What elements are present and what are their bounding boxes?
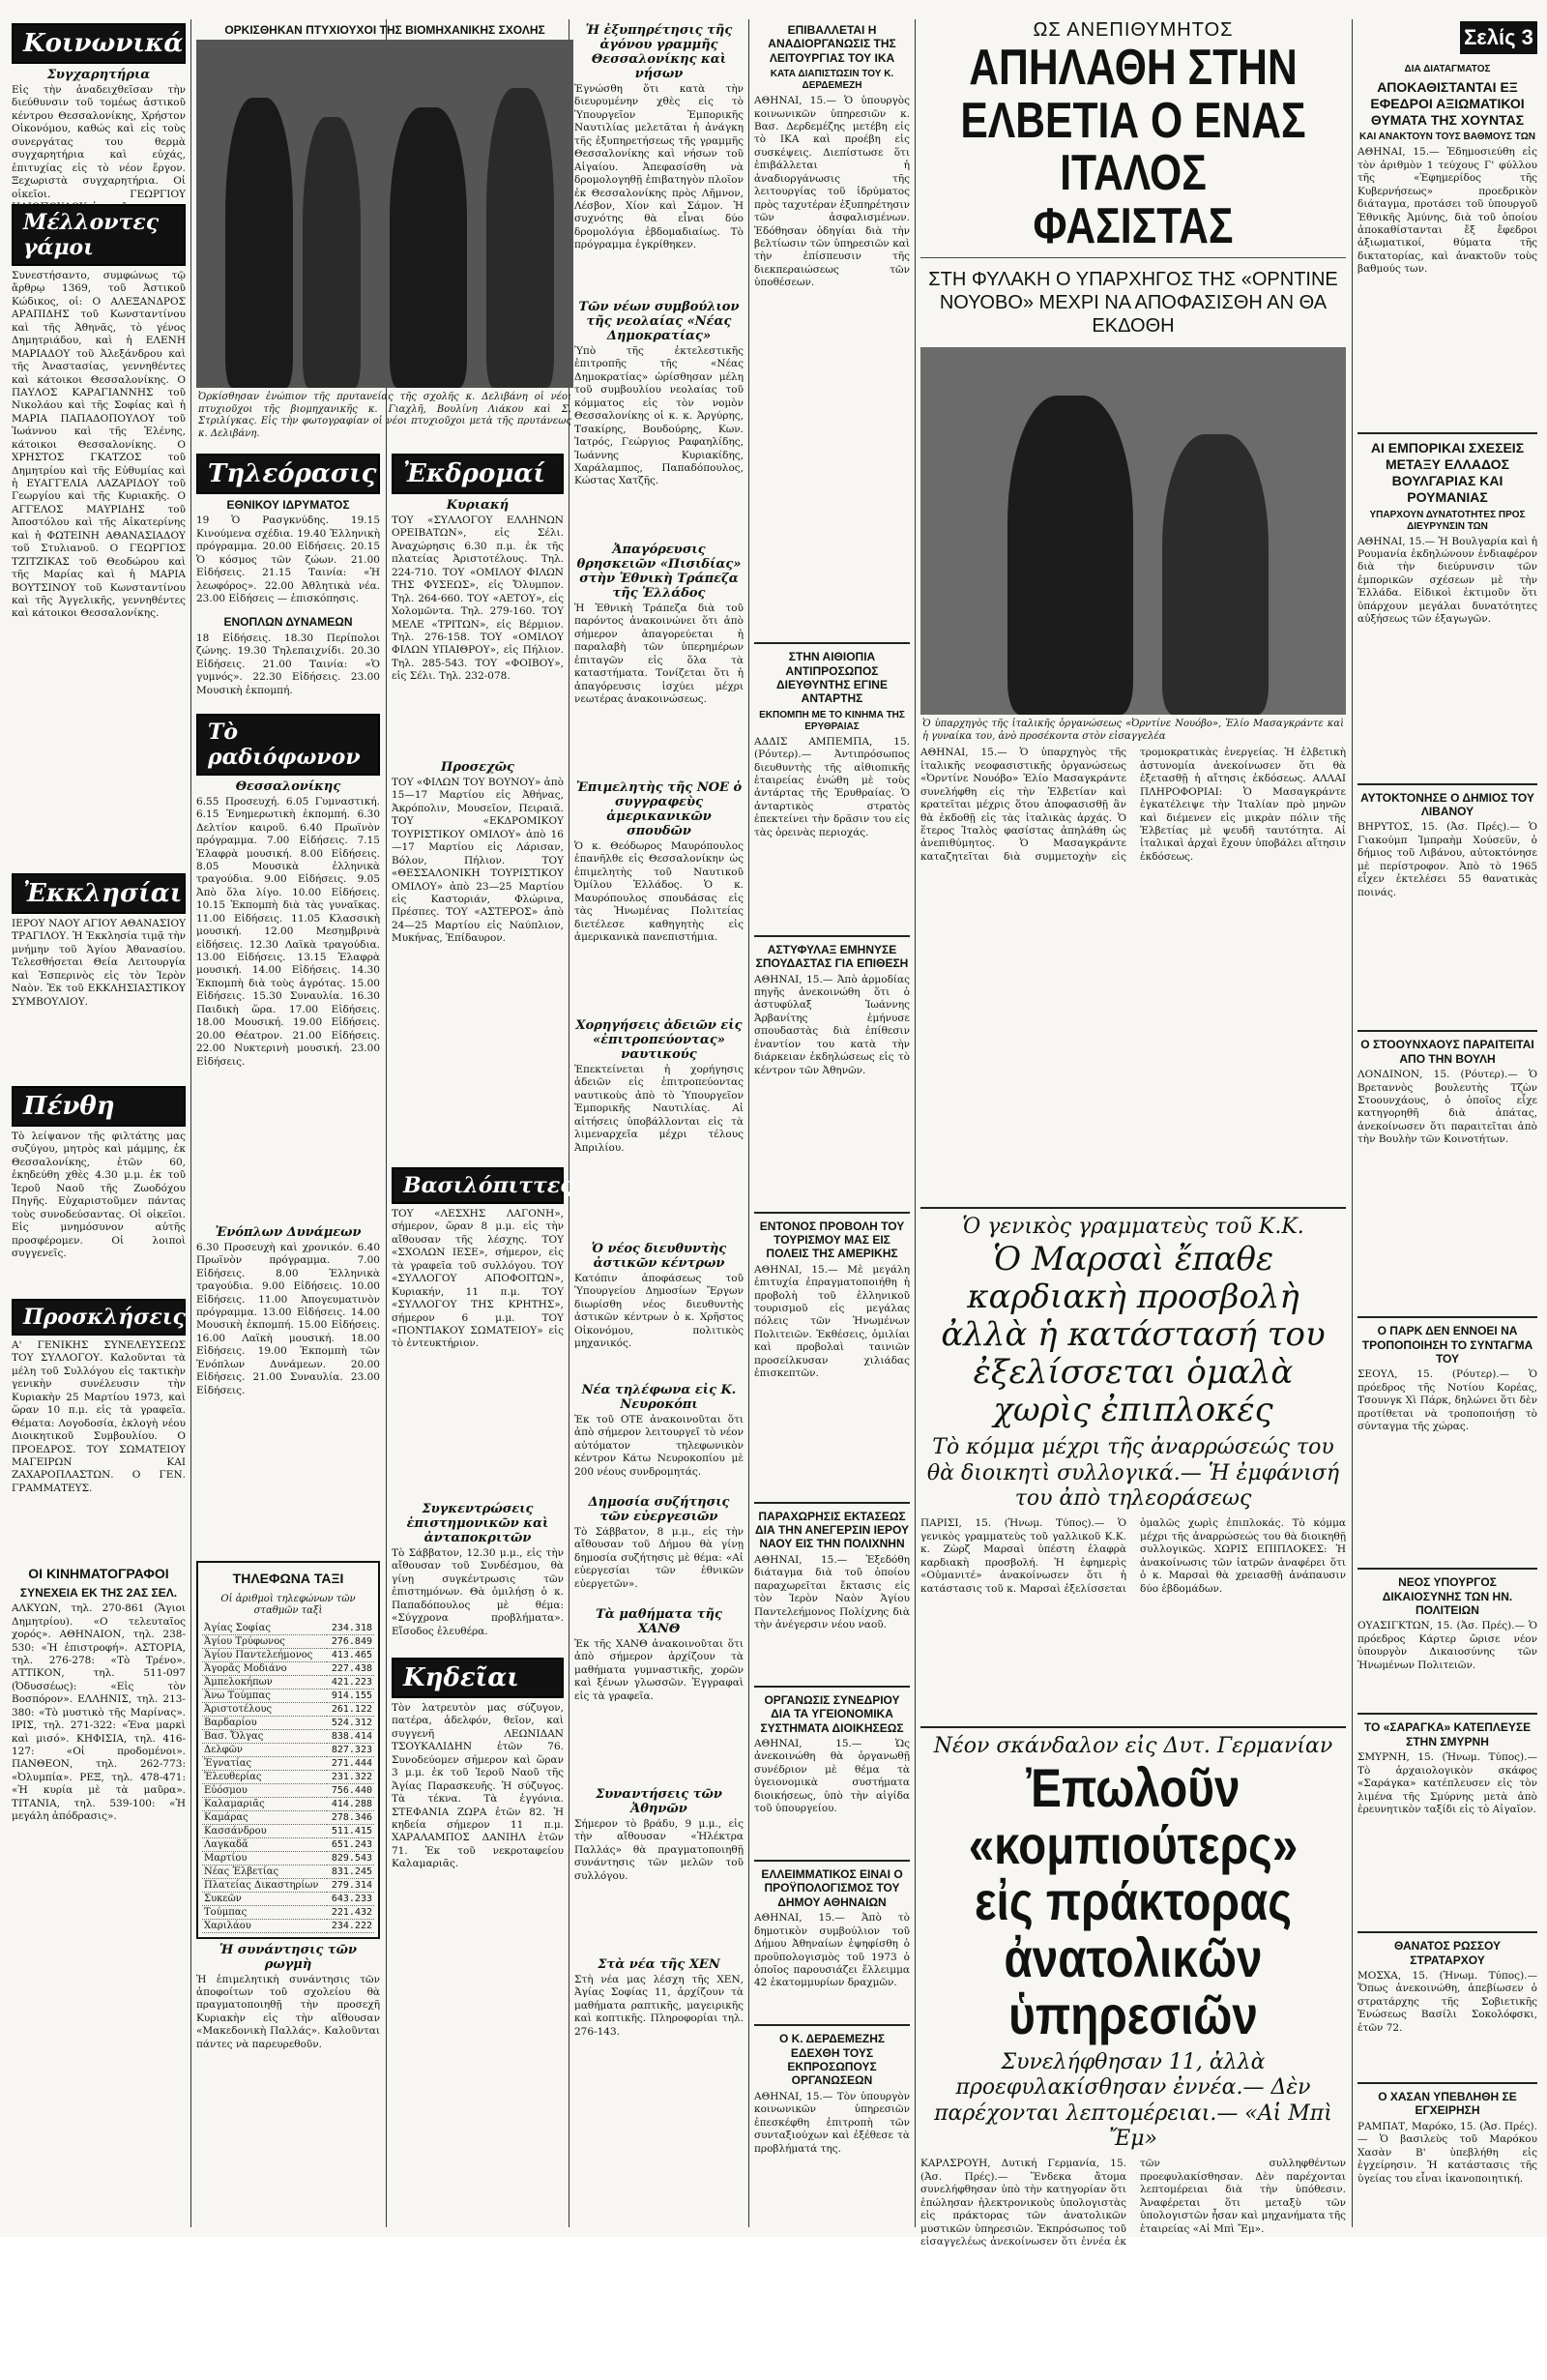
divider bbox=[920, 1726, 1346, 1728]
tv-text-1: 19 Ὁ Ρασγκνύδης. 19.15 Κινούμενα σχέδια. 19.40 Ἑλληνικὴ πρόγραμμα. 20.00 Εἰδήσεις. 20.15 Ὁ κόσμος τῶν ζώων. 21.00 Εἰδήσεις. 21.15 Ταινία: «Ἡ λεωφόρος». 22.00 Ἀθλητικὰ νέα. 23.00 Εἰδήσεις — ἐπισκόπησις. bbox=[196, 514, 380, 605]
taxi-phone: 838.414 bbox=[327, 1729, 374, 1743]
photo-story bbox=[196, 19, 573, 445]
xorigisis-text: Ἐπεκτείνεται ἡ χορήγησις ἀδειῶν εἰς ἐπιτροπεύοντας ναυτικοὺς ἀπὸ τὸ Ὑπουργεῖον Ἐμπορικῆς Ναυτιλίας. Αἱ αἰτήσεις ὑποβάλλονται εἰς τὰ λιμεναρχεῖα μέχρι τέλους Ἀπριλίου. bbox=[574, 1064, 744, 1154]
ekdromai-sub: Κυριακή bbox=[446, 498, 510, 513]
divider bbox=[754, 935, 910, 937]
column-5 bbox=[754, 19, 910, 2227]
xen-text: Στὴ νέα μας λέσχη τῆς ΧΕΝ, Ἀγίας Σοφίας 11, ἀρχίζουν τὰ μαθήματα ραπτικῆς, μαγειρικῆς καὶ κοπτικῆς. Πληροφορίαι τηλ. 276-143. bbox=[574, 1974, 744, 2038]
taxi-phone: 231.322 bbox=[327, 1770, 374, 1783]
column-1 bbox=[12, 19, 186, 2227]
taxi-row bbox=[202, 1648, 374, 1661]
taxi-row bbox=[202, 1622, 374, 1635]
divider bbox=[754, 1686, 910, 1688]
divider bbox=[1357, 783, 1537, 785]
head-4: Ο ΣΤΟΟΥΝΧΑΟΥΣ ΠΑΡΑΙΤΕΙΤΑΙ ΑΠΟ ΤΗΝ ΒΟΥΛΗ bbox=[1360, 1038, 1534, 1066]
taxi-station: Ἀγορᾶς Μοδιάνο bbox=[202, 1661, 327, 1675]
divider bbox=[1357, 2082, 1537, 2084]
penthi-header: Πένθη bbox=[12, 1086, 186, 1127]
prosehos-header: Προσεχῶς bbox=[441, 760, 514, 775]
head-6: ΝΕΟΣ ΥΠΟΥΡΓΟΣ ΔΙΚΑΙΟΣΥΝΗΣ ΤΩΝ ΗΝ. ΠΟΛΙΤΕΙΩΝ bbox=[1382, 1575, 1513, 1618]
tileorasis-header: Τηλεόρασις bbox=[196, 454, 380, 494]
taxi-phone: 829.543 bbox=[327, 1851, 374, 1865]
taxi-row bbox=[202, 1770, 374, 1783]
ekklisiai-header: Ἐκκλησίαι bbox=[12, 873, 186, 914]
taxi-row bbox=[202, 1675, 374, 1689]
taxi-row bbox=[202, 1689, 374, 1702]
taxi-station: Κασσάνδρου bbox=[202, 1824, 327, 1837]
marsai-deck: Τὸ κόμμα μέχρι τῆς ἀναρρώσεώς του θὰ διοικητὶ συλλογικά.— Ἡ ἐμφάνισή του ἀπὸ τηλεοράσεως bbox=[926, 1435, 1340, 1512]
taxi-phone: 234.222 bbox=[327, 1919, 374, 1932]
cinema-sub: ΣΥΝΕΧΕΙΑ ΕΚ ΤΗΣ 2ΑΣ ΣΕΛ. bbox=[19, 1585, 178, 1600]
head-3: ΑΥΤΟΚΤΟΝΗΣΕ Ο ΔΗΜΙΟΣ ΤΟΥ ΛΙΒΑΝΟΥ bbox=[1360, 790, 1534, 818]
taxi-phone: 227.438 bbox=[327, 1661, 374, 1675]
sub-1: ΚΑΙ ΑΝΑΚΤΟΥΝ ΤΟΥΣ ΒΑΘΜΟΥΣ ΤΩΝ bbox=[1359, 132, 1535, 143]
taxi-row bbox=[202, 1837, 374, 1851]
synantisi-text: Ἡ ἐπιμελητικὴ συνάντησις τῶν ἀποφοίτων τοῦ σχολείου θὰ πραγματοποιηθῇ τὴν προσεχῆ Κυριακὴν εἰς τὴν αἴθουσαν «Μακεδονικὴ Παλλάς». Καλοῦνται πάντες νὰ παρευρεθοῦν. bbox=[196, 1973, 380, 2050]
ika-text: ΑΘΗΝΑΙ, 15.— Ὁ ὑπουργὸς κοινωνικῶν ὑπηρεσιῶν κ. Βασ. Δερδεμέζης μετέβη εἰς τὸ ΙΚΑ καὶ προέβη εἰς συσκέψεις. Διεπίστωσε ὅτι ἐπιβάλλεται ἡ ἀναδιοργάνωσις τῆς λειτουργίας τοῦ ἱδρύματος πρὸς ταχυτέραν ἐξυπηρέτησιν τῶν ἀσφαλισμένων. Ἐδόθησαν ὁδηγίαι διὰ τὴν βελτίωσιν τῶν ὑπηρεσιῶν καὶ τὴν ἐπίσπευσιν τῆς διεκπεραιώσεως τῶν ὑποθέσεων. bbox=[754, 95, 910, 289]
divider bbox=[920, 1207, 1346, 1209]
ekdromai-header: Ἐκδρομαί bbox=[392, 454, 564, 494]
taxi-header: ΤΗΛΕΦΩΝΑ ΤΑΞΙ bbox=[232, 1570, 344, 1586]
taxi-row bbox=[202, 1729, 374, 1743]
column-2 bbox=[196, 450, 380, 2227]
astyfylax-text: ΑΘΗΝΑΙ, 15.— Ἀπὸ ἁρμοδίας πηγῆς ἀνεκοινώθη ὅτι ὁ ἀστυφύλαξ Ἰωάννης Ἀρβανίτης ἐμήνυσε σπουδαστὰς διὰ ἐπίθεσιν ἐναντίον του κατὰ τὴν διάρκειαν ἐκδηλώσεως εἰς τὸ κέντρον τῶν Ἀθηνῶν. bbox=[754, 973, 910, 1076]
taxi-station: Βασ. Ὄλγας bbox=[202, 1729, 327, 1743]
column-rule bbox=[748, 19, 749, 2227]
taxi-row bbox=[202, 1865, 374, 1878]
head-1: ΑΠΟΚΑΘΙΣΤΑΝΤΑΙ ΕΞ ΕΦΕΔΡΟΙ ΑΞΙΩΜΑΤΙΚΟΙ ΘΥΜΑΤΑ ΤΗΣ ΧΟΥΝΤΑΣ bbox=[1370, 79, 1525, 128]
taxi-phone: 278.346 bbox=[327, 1810, 374, 1824]
head-5: Ο ΠΑΡΚ ΔΕΝ ΕΝΝΟΕΙ ΝΑ ΤΡΟΠΟΠΟΙΗΣΗ ΤΟ ΣΥΝΤΑΓΜΑ ΤΟΥ bbox=[1361, 1324, 1533, 1366]
fascist-photo bbox=[920, 347, 1346, 715]
taxi-phone: 221.432 bbox=[327, 1905, 374, 1919]
taxi-box bbox=[196, 1561, 380, 1939]
taxi-row bbox=[202, 1716, 374, 1729]
tv-station-2: ΕΝΟΠΛΩΝ ΔΥΝΑΜΕΩΝ bbox=[223, 615, 353, 630]
column-rule bbox=[1352, 19, 1353, 2227]
photo-headline: ΟΡΚΙΣΘΗΚΑΝ ΠΤΥΧΙΟΥΧΟΙ ΤΗΣ ΒΙΟΜΗΧΑΝΙΚΗΣ ΣΧΟΛΗΣ bbox=[224, 23, 545, 37]
ekklisiai-text: ΙΕΡΟΥ ΝΑΟΥ ΑΓΙΟΥ ΑΘΑΝΑΣΙΟΥ ΤΡΑΓΙΛΟΥ. Ἡ Ἐκκλησία τιμᾷ τὴν μνήμην τοῦ Ἁγίου Ἀθανασίου. Τελεσθήσεται Θεία Λειτουργία καὶ Ἑσπερινὸς εἰς τὸν Ἱερὸν Ναὸν. Ἐκ τοῦ ΕΚΚΛΗΣΙΑΣΤΙΚΟΥ ΣΥΜΒΟΥΛΙΟΥ. bbox=[12, 918, 186, 1008]
synkentrosis-text: Τὸ Σάββατον, 12.30 μ.μ., εἰς τὴν αἴθουσαν τοῦ Συνδέσμου, θὰ γίνῃ συγκέντρωσις τῶν ἐπιστημόνων. Θὰ ὁμιλήσῃ ὁ κ. Παπαδόπουλος μὲ θέμα: «Σύγχρονα προβλήματα». Εἴσοδος ἐλευθέρα. bbox=[392, 1547, 564, 1637]
mellontes-text: Συνεστήσαντο, συμφώνως τῷ ἄρθρῳ 1369, τοῦ Ἀστικοῦ Κώδικος, οἱ: Ο ΑΛΕΞΑΝΔΡΟΣ ΑΡΑΠΙΔΗΣ τοῦ Κωνσταντίνου καὶ τῆς Ἀθηνᾶς, τὸ γένος Δημητριάδου, καὶ ἡ ΕΛΕΝΗ ΜΑΡΙΑΔΟΥ τοῦ Ἀλεξάνδρου καὶ τῆς Ἀναστασίας, γεννηθέντες καὶ κάτοικοι Θεσσαλονίκης. Ο ΠΑΥΛΟΣ ΚΑΡΑΓΙΑΝΝΗΣ τοῦ Νικολάου καὶ τῆς Σοφίας καὶ ἡ ΜΑΡΙΑ ΠΑΠΑΔΟΠΟΥΛΟΥ τοῦ Ἰωάννου καὶ τῆς Ἑλένης, κάτοικοι Θεσσαλονίκης. Ο ΧΡΗΣΤΟΣ ΓΚΑΤΖΟΣ τοῦ Δημητρίου καὶ τῆς Εὐθυμίας καὶ ἡ ΕΥΑΓΓΕΛΙΑ ΛΑΖΑΡΙΔΟΥ τοῦ Γεωργίου καὶ τῆς Κυριακῆς. Ο ΑΓΓΕΛΟΣ ΜΑΥΡΙΔΗΣ τοῦ Ἀποστόλου καὶ τῆς Αἰκατερίνης καὶ ἡ ΦΩΤΕΙΝΗ ΑΘΑΝΑΣΙΑΔΟΥ τοῦ Στυλιανοῦ. Ο ΓΕΩΡΓΙΟΣ ΤΖΙΤΖΙΚΑΣ τοῦ Θεοδώρου καὶ τῆς Μαρίας καὶ ἡ ΜΑΡΙΑ ΒΟΥΤΣΙΝΟΥ τοῦ Κωνσταντίνου καὶ τῆς Ἀγγελικῆς, γεννηθέντες καὶ κάτοικοι Θεσσαλονίκης. bbox=[12, 270, 186, 620]
head-9: Ο ΧΑΣΑΝ ΥΠΕΒΛΗΘΗ ΣΕ ΕΓΧΕΙΡΗΣΗ bbox=[1378, 2090, 1517, 2118]
taxi-station: Ἐγνατίας bbox=[202, 1756, 327, 1770]
divider bbox=[754, 1860, 910, 1862]
taxi-station: Τούμπας bbox=[202, 1905, 327, 1919]
exypiretisi-head: Ἡ ἐξυπηρέτησις τῆς ἀγόνου γραμμῆς Θεσσαλονίκης καὶ νήσων bbox=[585, 23, 733, 81]
taxi-phone: 261.122 bbox=[327, 1702, 374, 1716]
tv-text-2: 18 Εἰδήσεις. 18.30 Περίπολοι ζώνης. 19.30 Τηλεπαιχνίδι. 20.30 Εἰδήσεις. 21.00 Ταινία: «Ὁ γυμνός». 22.30 Εἰδήσεις. 23.00 Μουσικὴ ἐκπομπή. bbox=[196, 632, 380, 696]
neos-dief-head: Ὁ νέος διευθυντὴς ἀστικῶν κέντρων bbox=[591, 1242, 727, 1271]
taxi-phone: 643.233 bbox=[327, 1892, 374, 1905]
proipologismos-text: ΑΘΗΝΑΙ, 15.— Ἀπὸ τὸ δημοτικὸν συμβούλιον τοῦ Δήμου Ἀθηναίων ἐψηφίσθη ὁ προϋπολογισμὸς τοῦ 1973 ὁ ὁποῖος παρουσιάζει ἔλλειμμα 42 ἑκατομμυρίων δραχμῶν. bbox=[754, 1912, 910, 1989]
divider bbox=[1357, 1713, 1537, 1715]
taxi-phone: 414.288 bbox=[327, 1797, 374, 1810]
taxi-row bbox=[202, 1851, 374, 1865]
paraxoriseis-head: ΠΑΡΑΧΩΡΗΣΙΣ ΕΚΤΑΣΕΩΣ ΔΙΑ ΤΗΝ ΑΝΕΓΕΡΣΙΝ ΙΕΡΟΥ ΝΑΟΥ ΕΙΣ ΤΗΝ ΠΟΛΙΧΝΗΝ bbox=[755, 1509, 909, 1551]
ethiopia-head: ΣΤΗΝ ΑΙΘΙΟΠΙΑ ΑΝΤΙΠΡΟΣΩΠΟΣ ΔΙΕΥΘΥΝΤΗΣ ΕΓΙΝΕ ΑΝΤΑΡΤΗΣ bbox=[776, 650, 888, 706]
divider bbox=[1357, 1316, 1537, 1318]
taxi-phone: 511.415 bbox=[327, 1824, 374, 1837]
germania-headline: Ἐπωλοῦν «κομπιούτερς» εἰς πράκτορας ἀνατολικῶν ὑπηρεσιῶν bbox=[968, 1756, 1299, 2045]
taxi-station: Χαριλάου bbox=[202, 1919, 327, 1932]
page-label: Σελίς 3 bbox=[1460, 21, 1537, 54]
column-rule bbox=[190, 19, 191, 2227]
taxi-row bbox=[202, 1905, 374, 1919]
penthi-text: Τὸ λείψανον τῆς φιλτάτης μας συζύγου, μητρὸς καὶ μάμμης, ἐκ Θεσσαλονίκης, ἐτῶν 60, ἐκηδεύθη χθὲς 4.30 μ.μ. ἐκ τοῦ Ἱεροῦ Ναοῦ τῆς Ζωοδόχου Πηγῆς. Εὐχαριστοῦμεν πάντας τοὺς συνοδεύσαντας. Οἱ οἰκεῖοι. Εἰς μνημόσυνον αὐτῆς προσφέρομεν. Οἱ λοιποὶ συγγενεῖς. bbox=[12, 1131, 186, 1259]
taxi-phone: 524.312 bbox=[327, 1716, 374, 1729]
synantisi-header: Ἡ συνάντησις τῶν ρωγμὴ bbox=[219, 1942, 358, 1972]
taxi-station: Ἀριστοτέλους bbox=[202, 1702, 327, 1716]
divider bbox=[754, 642, 910, 644]
graduates-photo bbox=[196, 40, 573, 388]
tourismos-head: ΕΝΤΟΝΟΣ ΠΡΟΒΟΛΗ ΤΟΥ ΤΟΥΡΙΣΜΟΥ ΜΑΣ ΕΙΣ ΠΟΛΕΙΣ ΤΗΣ ΑΜΕΡΙΚΗΣ bbox=[759, 1219, 905, 1261]
kideiai-text: Τὸν λατρευτὸν μας σύζυγον, πατέρα, ἀδελφόν, θεῖον, καὶ συγγενῆ ΛΕΩΝΙΔΑΝ ΤΣΟΥΚΑΛΙΔΗΝ ἐτῶν 76. Συνοδεύομεν σήμερον καὶ ὥραν 3 μ.μ. ἐκ τοῦ Ἱεροῦ Ναοῦ τῆς Ἁγίας Παρασκευῆς. Ἡ σύζυγος. Τὰ τέκνα. Τὰ ἐγγόνια. ΣΤΕΦΑΝΙΑ ΖΩΡΑ ἐτῶν 82. Ἡ κηδεία σήμερον 11 π.μ. ΧΑΡΑΛΑΜΠΟΣ ΔΑΝΙΗΛ ἐτῶν 71. Ἐκ τοῦ νεκροταφείου Καλαμαριᾶς. bbox=[392, 1702, 564, 1870]
organosis-head: ΟΡΓΑΝΩΣΙΣ ΣΥΝΕΔΡΙΟΥ ΔΙΑ ΤΑ ΥΓΕΙΟΝΟΜΙΚΑ ΣΥΣΤΗΜΑΤΑ ΔΙΟΙΚΗΣΕΩΣ bbox=[760, 1692, 904, 1735]
divider bbox=[754, 1212, 910, 1214]
taxi-station: Λαγκαδᾶ bbox=[202, 1837, 327, 1851]
neoi-head: Τῶν νέων συμβούλιον τῆς νεολαίας «Νέας Δημοκρατίας» bbox=[578, 300, 740, 343]
koinonika-text: Εἰς τὴν ἀναδειχθεῖσαν τὴν διεύθυνσιν τοῦ τομέως ἀστικοῦ κέντρου Θεσσαλονίκης, Χρήστον Οἰκονόμου, καθώς καὶ εἰς τοὺς συνεργάτας του θερμὰ συγχαρητήρια καὶ εὐχάς, ἐπιτυχίας εἰς τὸ νέον ἔργον. Ξεχωριστὰ συγχαρητήρια. Οἱ οἰκεῖοι. ΓΕΩΡΓΙΟΥ ΗΛΙΟΠΟΥΛΟΥ, ἰατροῦ. bbox=[12, 84, 186, 213]
taxi-phone: 234.318 bbox=[327, 1622, 374, 1635]
taxi-phone: 914.155 bbox=[327, 1689, 374, 1702]
derdemezis-head: Ο Κ. ΔΕΡΔΕΜΕΖΗΣ ΕΔΕΧΘΗ ΤΟΥΣ ΕΚΠΡΟΣΩΠΟΥΣ ΟΡΓΑΝΩΣΕΩΝ bbox=[778, 2032, 886, 2088]
text-9: ΡΑΜΠΑΤ, Μαρόκο, 15. (Ἀσ. Πρές).— Ὁ βασιλεὺς τοῦ Μαρόκου Χασὰν Β' ὑπεβλήθη εἰς ἐγχείρησιν. Ἡ κατάστασις τῆς ὑγείας του εἶναι ἱκανοποιητική. bbox=[1357, 2120, 1537, 2185]
tourismos-text: ΑΘΗΝΑΙ, 15.— Μὲ μεγάλη ἐπιτυχία ἐπραγματοποιήθη ἡ προβολὴ τοῦ ἑλληνικοῦ τουρισμοῦ εἰς μεγάλας πόλεις τῶν Ἡνωμένων Πολιτειῶν. Ἐκθέσεις, ὁμιλίαι καὶ προβολαὶ ταινιῶν προσείλκυσαν χιλιάδας ἐπισκεπτῶν. bbox=[754, 1263, 910, 1380]
astyfylax-head: ΑΣΤΥΦΥΛΑΞ ΕΜΗΝΥΣΕ ΣΠΟΥΔΑΣΤΑΣ ΓΙΑ ΕΠΙΘΕΣΗ bbox=[755, 942, 909, 971]
head-8: ΘΑΝΑΤΟΣ ΡΩΣΣΟΥ ΣΤΡΑΤΑΡΧΟΥ bbox=[1393, 1939, 1502, 1967]
lead-story bbox=[920, 19, 1346, 2248]
taxi-phone: 413.465 bbox=[327, 1648, 374, 1661]
ethiopia-text: ΑΔΔΙΣ ΑΜΠΕΜΠΑ, 15. (Ρόυτερ).— Ἀντιπρόσωπος διευθυντὴς τῆς αἰθιοπικῆς ἑταιρείας ἐνώθη μὲ τοὺς ἀντάρτας τῆς Ἐρυθραίας. Ὁ ἀνταρτικὸς στρατὸς ἐπεκτείνει τὴν δρᾶσιν του εἰς τὰς ὀρεινὰς περιοχάς. bbox=[754, 735, 910, 838]
epimelitis-head: Ἐπιμελητὴς τῆς ΝΟΕ ὁ συγγραφεὺς ἀμερικανικῶν σπουδῶν bbox=[575, 780, 743, 838]
lead-kicker: ΩΣ ΑΝΕΠΙΘΥΜΗΤΟΣ bbox=[1033, 19, 1234, 41]
taxi-station: Ἐλευθερίας bbox=[202, 1770, 327, 1783]
taxi-sub: Οἱ ἀριθμοὶ τηλεφώνων τῶν σταθμῶν ταξὶ bbox=[220, 1593, 356, 1617]
text-5: ΣΕΟΥΛ, 15. (Ρόυτερ).— Ὁ πρόεδρος τῆς Νοτίου Κορέας, Τσουνγκ Χὶ Πάρκ, δηλώνει ὅτι δὲν προτίθεται νὰ τροποποιήσῃ τὸ σύνταγμα τῆς χώρας. bbox=[1357, 1368, 1537, 1433]
germania-kicker: Νέον σκάνδαλον εἰς Δυτ. Γερμανίαν bbox=[933, 1734, 1333, 1759]
text-6: ΟΥΑΣΙΓΚΤΩΝ, 15. (Ἀσ. Πρές).— Ὁ πρόεδρος Κάρτερ ὤρισε νέον ὑπουργὸν Δικαιοσύνης τῶν Ἡνωμένων Πολιτειῶν. bbox=[1357, 1620, 1537, 1671]
taxi-station: Ἀγίας Σοφίας bbox=[202, 1622, 327, 1635]
text-8: ΜΟΣΧΑ, 15. (Ἡνωμ. Τύπος).— Ὅπως ἀνεκοινώθη, ἀπεβίωσεν ὁ στρατάρχης τῆς Σοβιετικῆς Ἑνώσεως Βασίλι Σοκολόφσκι, ἐτῶν 72. bbox=[1357, 1970, 1537, 2034]
text-7: ΣΜΥΡΝΗ, 15. (Ἡνωμ. Τύπος).— Τὸ ἀρχαιολογικὸν σκάφος «Σαράγκα» κατέπλευσεν εἰς τὸν λιμένα τῆς Σμύρνης μετὰ ἀπὸ ἐρευνητικὸν ταξίδι εἰς τὸ Αἰγαῖον. bbox=[1357, 1751, 1537, 1816]
ekdromai-text: ΤΟΥ «ΣΥΛΛΟΓΟΥ ΕΛΛΗΝΩΝ ΟΡΕΙΒΑΤΩΝ», εἰς Σέλι. Ἀναχώρησις 6.30 π.μ. ἐκ τῆς πλατείας Ἀριστοτέλους. Τηλ. 224-710. ΤΟΥ «ΟΜΙΛΟΥ ΦΙΛΩΝ ΤΗΣ ΦΥΣΕΩΣ», εἰς Ὄλυμπον. Τηλ. 264-660. ΤΟΥ «ΑΕΤΟΥ», εἰς Χολομῶντα. Τηλ. 279-160. ΤΟΥ ΜΕΛΕ «ΤΡΙΤΩΝ», εἰς Βέρμιον. Τηλ. 276-158. ΤΟΥ «ΟΜΙΛΟΥ ΦΙΛΩΝ ΥΠΑΙΘΡΟΥ», εἰς Πήλιον. Τηλ. 285-543. ΤΟΥ «ΦΟΙΒΟΥ», εἰς Σέλι. Τηλ. 232-078. bbox=[392, 514, 564, 683]
neoi-text: Ὑπὸ τῆς ἐκτελεστικῆς ἐπιτροπῆς τῆς «Νέας Δημοκρατίας» ὡρίσθησαν μέλη τοῦ συμβουλίου νεολαίας τοῦ κόμματος εἰς τὸν νομὸν Θεσσαλονίκης οἱ κ. κ. Ἀργύρης, Τσακίρης, Βουδούρης, Κων. Ἰατρός, Γεώργιος Ραφαηλίδης, Ἰωάννης Κυριακίδης, Χαράλαμπος, Παπαδόπουλος, Κώστας Χατζῆς. bbox=[574, 345, 744, 487]
taxi-station: Συκεῶν bbox=[202, 1892, 327, 1905]
taxi-phone: 276.849 bbox=[327, 1634, 374, 1648]
marsai-text: ΠΑΡΙΣΙ, 15. (Ἡνωμ. Τύπος).— Ὁ γενικὸς γραμματεὺς τοῦ γαλλικοῦ Κ.Κ. κ. Ζὼρζ Μαρσαὶ ὑπέστη ἐλαφρὰ καρδιακὴ προσβολή. Ἡ ἐφημερὶς «Οὐμανιτέ» ἀνακοίνωσεν ὅτι ἡ κατάστασις τοῦ κ. Μαρσαὶ ἐξελίσσεται ὁμαλῶς χωρὶς ἐπιπλοκάς. Τὸ κόμμα μέχρι τῆς ἀναρρώσεώς του θὰ διοικηθῇ συλλογικῶς. ΧΩΡΙΣ ΕΠΙΠΛΟΚΕΣ: Ἡ ἀνακοίνωσις τῶν ἰατρῶν ἀναφέρει ὅτι ὁ κ. Μαρσαὶ θὰ χρειασθῇ ἀνάπαυσιν δύο ἑβδομάδων. bbox=[920, 1517, 1346, 1595]
vasilopites-header: Βασιλόπιττες bbox=[392, 1167, 564, 1204]
lead-photo-caption: Ὁ ὑπαρχηγὸς τῆς ἰταλικῆς ὀργανώσεως «Ὀρντίνε Νουόβο», Ἐλίο Μασαγκράντε καὶ ἡ γυναίκα του, ἀνὸ προσέκοντα στὸν εἰσαγγελέα bbox=[922, 719, 1344, 742]
lead-headline: ΑΠΗΛΑΘΗ ΣΤΗΝ ΕΛΒΕΤΙΑ Ο ΕΝΑΣ ΙΤΑΛΟΣ ΦΑΣΙΣΤΑΣ bbox=[960, 40, 1306, 254]
koinonika-header: Κοινωνικά bbox=[12, 23, 186, 64]
taxi-table bbox=[202, 1622, 374, 1933]
column-4 bbox=[574, 19, 744, 2227]
derdemezis-text: ΑΘΗΝΑΙ, 15.— Τὸν ὑπουργὸν κοινωνικῶν ὑπηρεσιῶν ἐπεσκέφθη ἐπιτροπὴ τῶν συνταξιούχων καὶ ἐξέθεσε τὰ προβλήματά της. bbox=[754, 2090, 910, 2155]
taxi-phone: 279.314 bbox=[327, 1878, 374, 1892]
radio-sub-1: Θεσσαλονίκης bbox=[235, 779, 341, 794]
vasilopites-text: ΤΟΥ «ΛΕΣΧΗΣ ΛΑΓΟΝΗ», σήμερον, ὥραν 8 μ.μ. εἰς τὴν αἴθουσαν τῆς λέσχης. ΤΟΥ «ΣΧΟΛΩΝ ΙΕΣΕ», σήμερον, εἰς τὰ γραφεῖα τοῦ συλλόγου. ΤΟΥ «ΣΥΛΛΟΓΟΥ ΑΠΟΦΟΙΤΩΝ», Κυριακήν, 11 π.μ. ΤΟΥ «ΣΥΛΛΟΓΟΥ ΤΗΣ ΚΡΗΤΗΣ», σήμερον 6 μ.μ. ΤΟΥ «ΠΟΝΤΙΑΚΟΥ ΣΩΜΑΤΕΙΟΥ» εἰς τὸ ἐντευκτήριον. bbox=[392, 1208, 564, 1350]
head-7: ΤΟ «ΣΑΡΑΓΚΑ» ΚΑΤΕΠΛΕΥΣΕ ΣΤΗΝ ΣΜΥΡΝΗ bbox=[1363, 1720, 1532, 1748]
ethiopia-sub: ΕΚΠΟΜΠΗ ΜΕ ΤΟ ΚΙΝΗΜΑ ΤΗΣ ΕΡΥΘΡΑΙΑΣ bbox=[759, 709, 905, 732]
radio-text-1: 6.55 Προσευχή. 6.05 Γυμναστική. 6.15 Ἐνημερωτικὴ ἐκπομπή. 6.30 Δελτίον καιροῦ. 6.40 Πρωϊνὸν πρόγραμμα. 7.00 Εἰδήσεις. 7.15 Ἐλαφρὰ μουσική. 8.00 Εἰδήσεις. 8.05 Μουσικὰ ἐλληνικὰ τραγούδια. 9.00 Εἰδήσεις. 9.05 Ἀπὸ ὅλα λίγο. 10.00 Εἰδήσεις. 10.15 Ἐκπομπὴ διὰ τὰς γυναῖκας. 11.00 Εἰδήσεις. 11.05 Κλασσικὴ μουσική. 12.00 Μεσημβρινὰ εἰδήσεις. 12.30 Λαϊκὰ τραγούδια. 13.00 Εἰδήσεις. 13.15 Ἐλαφρὰ μουσική. 14.00 Εἰδήσεις. 14.30 Ἐκπομπὴ διὰ τοὺς ἀγρότας. 15.00 Εἰδήσεις. 15.30 Συναυλία. 16.30 Παιδικὴ ὥρα. 17.00 Εἰδήσεις. 18.00 Μουσική. 19.00 Εἰδήσεις. 20.00 Θέατρον. 21.00 Εἰδήσεις. 22.00 Νυκτερινὴ μουσική. 23.00 Εἰδήσεις. bbox=[196, 795, 380, 1068]
taxi-phone: 271.444 bbox=[327, 1756, 374, 1770]
marsai-headline: Ὁ Μαρσαὶ ἔπαθε καρδιακὴ προσβολὴ ἀλλὰ ἡ κατάστασή του ἐξελίσσεται ὁμαλὰ χωρὶς ἐπιπλοκές bbox=[941, 1239, 1326, 1430]
photo-caption: Ὀρκίσθησαν ἐνώπιον τῆς πρυτανείας τῆς σχολῆς κ. Δελιβάνη οἱ νέοι πτυχιοῦχοι τῆς βιομηχανικῆς κ. Γιαχλῆ, Βουλίνη Λιάκου καὶ Σ. Στριλίγκας. Εἰς τὴν φωτογραφίαν οἱ νέοι πτυχιοῦχοι μετὰ τῆς πρυτάνεως κ. Δελιβάνη. bbox=[198, 392, 571, 439]
taxi-row bbox=[202, 1824, 374, 1837]
exypiretisi-text: Ἐγνώσθη ὅτι κατὰ τὴν διευρυμένην χθὲς εἰς τὸ Ὑπουργεῖον Ἐμπορικῆς Ναυτιλίας μελετᾶται ἡ ἀνάγκη τῆς ἐξυπηρετήσεως τῆς γραμμῆς Θεσσαλονίκης καὶ νήσων τοῦ Αἰγαίου. Ἀπεφασίσθη νὰ δρομολογηθῇ ἐπιβατηγὸν πλοῖον ἐκ Θεσσαλονίκης πρὸς Λῆμνον, Λέσβον, Χίον καὶ Σάμον. Ἡ συχνότης θὰ εἶναι δύο δρομολόγια ἑβδομαδιαίως. Τὸ πρόγραμμα ἐγκρίθηκεν. bbox=[574, 83, 744, 251]
taxi-row bbox=[202, 1634, 374, 1648]
radio-text-2: 6.30 Προσευχὴ καὶ χρονικόν. 6.40 Πρωϊνὸν πρόγραμμα. 7.00 Εἰδήσεις. 8.00 Ἐλληνικὰ τραγούδια. 9.00 Εἰδήσεις. 10.00 Εἰδήσεις. 11.00 Ἀπογευματινὸν πρόγραμμα. 13.00 Εἰδήσεις. 14.00 Μουσικὴ ἐκπομπή. 15.00 Εἰδήσεις. 16.00 Λαϊκὴ μουσική. 18.00 Εἰδήσεις. 19.00 Ἐκπομπὴ τῶν Ἐνόπλων Δυνάμεων. 20.00 Εἰδήσεις. 21.00 Συναυλία. 23.00 Εἰδήσεις. bbox=[196, 1241, 380, 1396]
taxi-station: Πλατείας Δικαστηρίων bbox=[202, 1878, 327, 1892]
taxi-row bbox=[202, 1661, 374, 1675]
divider bbox=[754, 1502, 910, 1504]
divider bbox=[1357, 1030, 1537, 1032]
taxi-row bbox=[202, 1783, 374, 1797]
divider bbox=[1357, 432, 1537, 434]
synkentrosis-header: Συγκεντρώσεις ἐπιστημονικῶν καὶ ἀνταποκριτῶν bbox=[406, 1502, 549, 1545]
taxi-row bbox=[202, 1797, 374, 1810]
text-2: ΑΘΗΝΑΙ, 15.— Ἡ Βουλγαρία καὶ ἡ Ρουμανία ἐκδηλώνουν ἐνδιαφέρον διὰ τὴν διεύρυνσιν τῶν ἐμπορικῶν σχέσεων μὲ τὴν Ἑλλάδα. Εἰδικοὶ ἐκτιμοῦν ὅτι ὑπάρχουν μεγάλαι δυνατότητες αὐξήσεως τῶν ἐξαγωγῶν. bbox=[1357, 535, 1537, 626]
tilefona-head: Νέα τηλέφωνα εἰς Κ. Νευροκόπι bbox=[581, 1383, 737, 1412]
text-3: ΒΗΡΥΤΟΣ, 15. (Ἀσ. Πρές).— Ὁ Γιακούμπ Ἰμπραὴμ Χούσεϋν, ὁ δήμιος τοῦ Λιβάνου, αὐτοκτόνησε μὲ περίστροφον. Ἀπὸ τὸ 1965 εἶχεν ἐκτελέσει 55 θανατικὰς ποινάς. bbox=[1357, 821, 1537, 898]
koinonika-sub: Συγχαρητήρια bbox=[46, 68, 151, 82]
apogoreusi-head: Ἀπαγόρευσις θρησκειῶν «Πισιδίας» στὴν Ἐθνικὴ Τράπεζα τῆς Ἑλλάδος bbox=[576, 543, 742, 601]
taxi-station: Ἀγίου Τρύφωνος bbox=[202, 1634, 327, 1648]
taxi-row bbox=[202, 1756, 374, 1770]
column-rule bbox=[915, 19, 916, 2227]
sub-2: ΥΠΑΡΧΟΥΝ ΔΥΝΑΤΟΤΗΤΕΣ ΠΡΟΣ ΔΙΕΥΡΥΝΣΙΝ ΤΩΝ bbox=[1369, 509, 1526, 532]
lead-deck: ΣΤΗ ΦΥΛΑΚΗ Ο ΥΠΑΡΧΗΓΟΣ ΤΗΣ «ΟΡΝΤΙΝΕ ΝΟΥΟΒΟ» ΜΕΧΡΙ ΝΑ ΑΠΟΦΑΣΙΣΘΗ ΑΝ ΘΑ ΕΚΔΟΘΗ bbox=[928, 269, 1338, 338]
taxi-station: Καμάρας bbox=[202, 1810, 327, 1824]
cinema-text: ΑΛΚΥΩΝ, τηλ. 270-861 (Ἄγιοι Δημητρίου). «Ο τελευταῖος χορός». ΑΘΗΝΑΙΟΝ, τηλ. 238-530: «Ἡ ἐπιστροφή». ΑΣΤΟΡΙΑ, τηλ. 276-278: «Τὸ Τρένο». ΑΤΤΙΚΟΝ, τηλ. 511-097 (Ὀδυσσέως): «Εἰς τὸν Βοσπόρον». ΕΛΛΗΝΙΣ, τηλ. 213-380: «Τὸ μυστικὸ τῆς Μαρίνας». ΙΡΙΣ, τηλ. 271-322: «Ἐνα μαρκὶ καὶ μισό». ΚΗΦΙΣΙΑ, τηλ. 416-127: «Οἱ προδομένοι». ΠΑΝΘΕΟΝ, τηλ. 262-773: «Ὀλυμπία». ΡΕΞ, τηλ. 478-471: «Ἡ κυρία μὲ τὰ μαῦρα». ΤΙΤΑΝΙΑ, τηλ. 539-100: «Ἡ μεγάλη ἀπόδρασις». bbox=[12, 1602, 186, 1823]
neos-dief-text: Κατόπιν ἀποφάσεως τοῦ Ὑπουργείου Δημοσίων Ἔργων διωρίσθη νέος διευθυντὴς ἀστικῶν κέντρων ὁ κ. Χρῆστος Οἰκονόμου, πολιτικὸς μηχανικός. bbox=[574, 1273, 744, 1350]
taxi-row bbox=[202, 1919, 374, 1932]
taxi-station: Δελφῶν bbox=[202, 1743, 327, 1756]
dimosia-head: Δημοσία συζήτησις τῶν εὐεργεσιῶν bbox=[588, 1495, 730, 1524]
mellontes-header: Μέλλοντες γάμοι bbox=[12, 204, 186, 266]
radiofonon-header: Τὸ ραδιόφωνον bbox=[196, 714, 380, 776]
radio-sub-2: Ἐνόπλων Δυνάμεων bbox=[215, 1224, 362, 1240]
taxi-row bbox=[202, 1810, 374, 1824]
taxi-row bbox=[202, 1878, 374, 1892]
lead-text: ΑΘΗΝΑΙ, 15.— Ὁ ὑπαρχηγὸς τῆς ἰταλικῆς νεοφασιστικῆς ὀργανώσεως «Ὀρντίνε Νουόβο» Ἐλίο Μασαγκράντε συνελήφθη εἰς τὴν Ἐλβετίαν καὶ κρατεῖται μέχρις ὅτου ἀποφασισθῇ ἂν θὰ ἐκδοθῇ εἰς τὰς ἰταλικὰς ἀρχάς. Ὁ ἕτερος Ἰταλὸς φασίστας ἀπηλάθη ὡς ἀνεπιθύμητος. Ὁ Μασαγκράντε καταζητεῖται διὰ συμμετοχὴν εἰς τρομοκρατικὰς ἐνεργείας. Ἡ ἐλβετικὴ ἀστυνομία ἀνεκοίνωσεν ὅτι θὰ ἐξετασθῇ ἡ αἴτησις ἐκδόσεως. ΑΛΛΑΙ ΠΛΗΡΟΦΟΡΙΑΙ: Ὁ Μασαγκράντε ἐγκατέλειψε τὴν Ἰταλίαν πρὸ μηνῶν καὶ διέμενεν εἰς μικρὰν πόλιν τῆς Ἐλβετίας μὲ ψευδῆ ταυτότητα. Αἱ ἰταλικαὶ ἀρχαὶ ἔχουν ὑποβάλει αἴτησιν ἐκδόσεως. bbox=[920, 747, 1346, 863]
xano-text: Ἐκ τῆς ΧΑΝΘ ἀνακοινοῦται ὅτι ἀπὸ σήμερον ἀρχίζουν τὰ μαθήματα γυμναστικῆς, χορῶν καὶ ξένων γλωσσῶν. Ἐγγραφαὶ εἰς τὰ γραφεῖα. bbox=[574, 1638, 744, 1702]
germania-text: ΚΑΡΛΣΡΟΥΗ, Δυτική Γερμανία, 15. (Ἀσ. Πρές).— Ἕνδεκα ἄτομα συνελήφθησαν ὑπὸ τὴν κατηγορίαν ὅτι ἐπώλησαν ἠλεκτρονικοὺς ὑπολογιστὰς εἰς πράκτορας τῶν ἀνατολικῶν μυστικῶν ὑπηρεσιῶν. Ἐκπρόσωπος τοῦ εἰσαγγελέως ἀνεκοίνωσεν ὅτι ἐννέα ἐκ τῶν συλληφθέντων προεφυλακίσθησαν. Δὲν παρέχονται λεπτομέρειαι διὰ τὴν ὑπόθεσιν. Ἀναφέρεται ὅτι μεταξὺ τῶν ὑπολογιστῶν ἦσαν καὶ μηχανήματα τῆς ἑταιρείας «Αἱ Μπὶ Ἔμ». bbox=[920, 2158, 1346, 2248]
organosis-text: ΑΘΗΝΑΙ, 15.— Ὡς ἀνεκοινώθη θὰ ὀργανωθῇ συνέδριον μὲ θέμα τὰ ὑγειονομικὰ συστήματα διοικήσεως, ὑπὸ τὴν αἰγίδα τοῦ ὑπουργείου. bbox=[754, 1738, 910, 1815]
divider bbox=[754, 2024, 910, 2026]
xano-head: Τὰ μαθήματα τῆς ΧΑΝΘ bbox=[596, 1607, 722, 1636]
taxi-station: Βαρδαρίου bbox=[202, 1716, 327, 1729]
text-4: ΛΟΝΔΙΝΟΝ, 15. (Ρόυτερ).— Ὁ Βρεταννὸς βουλευτὴς Τζὼν Στοουνχάους, ὁ ὁποῖος εἶχε κατηγορηθῆ διὰ ἀπάτας, ἀνεκοίνωσεν ὅτι παραιτεῖται ἀπὸ τὴν Βουλὴν τῶν Κοινοτήτων. bbox=[1357, 1069, 1537, 1146]
synantisi-athinon-head: Συναντήσεις τῶν Ἀθηνῶν bbox=[596, 1787, 722, 1816]
taxi-station: Ἀμπελοκήπων bbox=[202, 1675, 327, 1689]
xorigisis-head: Χορηγήσεις ἀδειῶν εἰς «ἐπιτροπεύοντας» ναυτικούς bbox=[575, 1018, 743, 1062]
taxi-row bbox=[202, 1743, 374, 1756]
divider bbox=[1357, 1931, 1537, 1933]
divider bbox=[1357, 1568, 1537, 1570]
taxi-phone: 421.223 bbox=[327, 1675, 374, 1689]
taxi-phone: 651.243 bbox=[327, 1837, 374, 1851]
taxi-station: Νέας Ἐλβετίας bbox=[202, 1865, 327, 1878]
taxi-phone: 827.323 bbox=[327, 1743, 374, 1756]
ika-sub: ΚΑΤΑ ΔΙΑΠΙΣΤΩΣΙΝ ΤΟΥ Κ. ΔΕΡΔΕΜΕΖΗ bbox=[770, 69, 894, 92]
synantisi-athinon-text: Σήμερον τὸ βράδυ, 9 μ.μ., εἰς τὴν αἴθουσαν «Ἡλέκτρα Παλλάς» θὰ πραγματοποιηθῇ συνάντησις τῶν μελῶν τοῦ συλλόγου. bbox=[574, 1818, 744, 1882]
germania-deck: Συνελήφθησαν 11, ἀλλὰ προεφυλακίσθησαν ἐννέα.— Δὲν παρέχονται λεπτομέρειαι.— «Αἱ Μπὶ Ἔμ» bbox=[934, 2049, 1332, 2151]
taxi-station: Καλαμαριᾶς bbox=[202, 1797, 327, 1810]
xen-head: Στὰ νέα τῆς ΧΕΝ bbox=[598, 1957, 720, 1972]
epimelitis-text: Ὁ κ. Θεόδωρος Μαυρόπουλος ἐπανῆλθε εἰς Θεσσαλονίκην ὡς ἐπιμελητὴς τοῦ Ναυτικοῦ Ὀμίλου Ἑλλάδος. Ὁ κ. Μαυρόπουλος σπουδάσας εἰς τὰς Ἡνωμένας Πολιτείας διετέλεσε καθηγητὴς εἰς ἀμερικανικὰ πανεπιστήμια. bbox=[574, 840, 744, 944]
column-3 bbox=[392, 450, 573, 2227]
cinema-header: ΟΙ ΚΙΝΗΜΑΤΟΓΡΑΦΟΙ bbox=[28, 1566, 169, 1581]
prosklisis-text: Α' ΓΕΝΙΚΗΣ ΣΥΝΕΛΕΥΣΕΩΣ ΤΟΥ ΣΥΛΛΟΓΟΥ. Καλοῦνται τὰ μέλη τοῦ Συλλόγου εἰς τακτικὴν γενικὴν συνέλευσιν τὴν Κυριακὴν 25 Μαρτίου 1973, καὶ ὥραν 10 π.μ. εἰς τὰ γραφεῖα. Θέματα: Λογοδοσία, ἐκλογὴ νέου Διοικητικοῦ Συμβουλίου. Ο ΠΡΟΕΔΡΟΣ. ΤΟΥ ΣΩΜΑΤΕΙΟΥ ΜΑΓΕΙΡΩΝ ΚΑΙ ΖΑΧΑΡΟΠΛΑΣΤΩΝ. Ο ΓΕΝ. ΓΡΑΜΜΑΤΕΥΣ. bbox=[12, 1339, 186, 1494]
dimosia-text: Τὸ Σάββατον, 8 μ.μ., εἰς τὴν αἴθουσαν τοῦ Δήμου θὰ γίνῃ δημοσία συζήτησις μὲ θέμα: «Αἱ εὐεργεσίαι τῶν ἐθνικῶν εὐεργετῶν». bbox=[574, 1526, 744, 1590]
taxi-phone: 756.440 bbox=[327, 1783, 374, 1797]
taxi-station: Ἁγίου Παντελεήμονος bbox=[202, 1648, 327, 1661]
divider bbox=[920, 257, 1346, 258]
apogoreusi-text: Ἡ Ἐθνικὴ Τράπεζα διὰ τοῦ παρόντος ἀνακοινώνει ὅτι ἀπὸ σήμερον ἀπαγορεύεται ἡ παραλαβὴ τῶν ὑπερημέρων ἐπιταγῶν εἰς ὅλα τὰ καταστήματα. Τονίζεται ὅτι ἡ ἀπαγόρευσις ἰσχύει μέχρι νεωτέρας ἀνακοινώσεως. bbox=[574, 602, 744, 706]
tilefona-text: Ἐκ τοῦ ΟΤΕ ἀνακοινοῦται ὅτι ἀπὸ σήμερον λειτουργεῖ τὸ νέον αὐτόματον τηλεφωνικὸν κέντρον Κάτω Νευροκοπίου μὲ 200 νέους συνδρομητάς. bbox=[574, 1414, 744, 1478]
tv-station-1: ΕΘΝΙΚΟΥ ΙΔΡΥΜΑΤΟΣ bbox=[226, 498, 350, 512]
taxi-row bbox=[202, 1892, 374, 1905]
prosehos-text: ΤΟΥ «ΦΙΛΩΝ ΤΟΥ ΒΟΥΝΟΥ» ἀπὸ 15—17 Μαρτίου εἰς Ἀθήνας, Ἀκρόπολιν, Μουσεῖον, Πειραιᾶ. ΤΟΥ «ΕΚΔΡΟΜΙΚΟΥ ΤΟΥΡΙΣΤΙΚΟΥ ΟΜΙΛΟΥ» ἀπὸ 16—17 Μαρτίου εἰς Λάρισαν, Βόλον, Πήλιον. ΤΟΥ «ΘΕΣΣΑΛΟΝΙΚΗ ΤΟΥΡΙΣΤΙΚΟΥ ΟΜΙΛΟΥ» ἀπὸ 23—25 Μαρτίου εἰς Καστοριάν, Φλώρινα, Πρέσπες. ΤΟΥ «ΑΣΤΕΡΟΣ» ἀπὸ 24—25 Μαρτίου εἰς Ναύπλιον, Μυκήνας, Ἐπίδαυρον. bbox=[392, 777, 564, 945]
prosklisis-header: Προσκλήσεις bbox=[12, 1299, 186, 1336]
head-2: ΑΙ ΕΜΠΟΡΙΚΑΙ ΣΧΕΣΕΙΣ ΜΕΤΑΞΥ ΕΛΛΑΔΟΣ ΒΟΥΛΓΑΡΙΑΣ ΚΑΙ ΡΟΥΜΑΝΙΑΣ bbox=[1370, 440, 1525, 505]
marsai-kicker: Ὁ γενικὸς γραμματεὺς τοῦ Κ.Κ. bbox=[962, 1215, 1304, 1240]
proipologismos-head: ΕΛΛΕΙΜΜΑΤΙΚΟΣ ΕΙΝΑΙ Ο ΠΡΟΫΠΟΛΟΓΙΣΜΟΣ ΤΟΥ ΔΗΜΟΥ ΑΘΗΝΑΙΩΝ bbox=[761, 1867, 903, 1909]
kideiai-header: Κηδεῖαι bbox=[392, 1658, 564, 1698]
paraxoriseis-text: ΑΘΗΝΑΙ, 15.— Ἐξεδόθη διάταγμα διὰ τοῦ ὁποίου παραχωρεῖται ἔκτασις εἰς τὸν Ἱερὸν Ναὸν Ἁγίου Παντελεήμονος Πολίχνης διὰ τὴν ἀνέγερσιν νέου ναοῦ. bbox=[754, 1553, 910, 1631]
taxi-row bbox=[202, 1702, 374, 1716]
taxi-station: Εὐόσμου bbox=[202, 1783, 327, 1797]
taxi-station: Μαρτίου bbox=[202, 1851, 327, 1865]
column-8 bbox=[1357, 60, 1537, 2227]
taxi-station: Ἀνω Τούμπας bbox=[202, 1689, 327, 1702]
diatagma-kicker: ΔΙΑ ΔΙΑΤΑΓΜΑΤΟΣ bbox=[1404, 64, 1491, 74]
ika-head: ΕΠΙΒΑΛΛΕΤΑΙ Η ΑΝΑΔΙΟΡΓΑΝΩΣΙΣ ΤΗΣ ΛΕΙΤΟΥΡΓΙΑΣ ΤΟΥ ΙΚΑ bbox=[768, 23, 896, 65]
taxi-phone: 831.245 bbox=[327, 1865, 374, 1878]
text-1: ΑΘΗΝΑΙ, 15.— Ἐδημοσιεύθη εἰς τὸν ἀριθμὸν 1 τεύχους Γ' φύλλου τῆς «Ἐφημερίδος τῆς Κυβερνήσεως» προεδρικὸν διάταγμα, προτάσει τοῦ ὑπουργοῦ Ἐθνικῆς Ἀμύνης, διὰ τοῦ ὁποίου ἀποκαθίστανται ἔξ ἔφεδροι ἀξιωματικοί, θύματα τῆς δικτατορίας, καὶ ἀνακτοῦν τοὺς βαθμούς των. bbox=[1357, 146, 1537, 276]
